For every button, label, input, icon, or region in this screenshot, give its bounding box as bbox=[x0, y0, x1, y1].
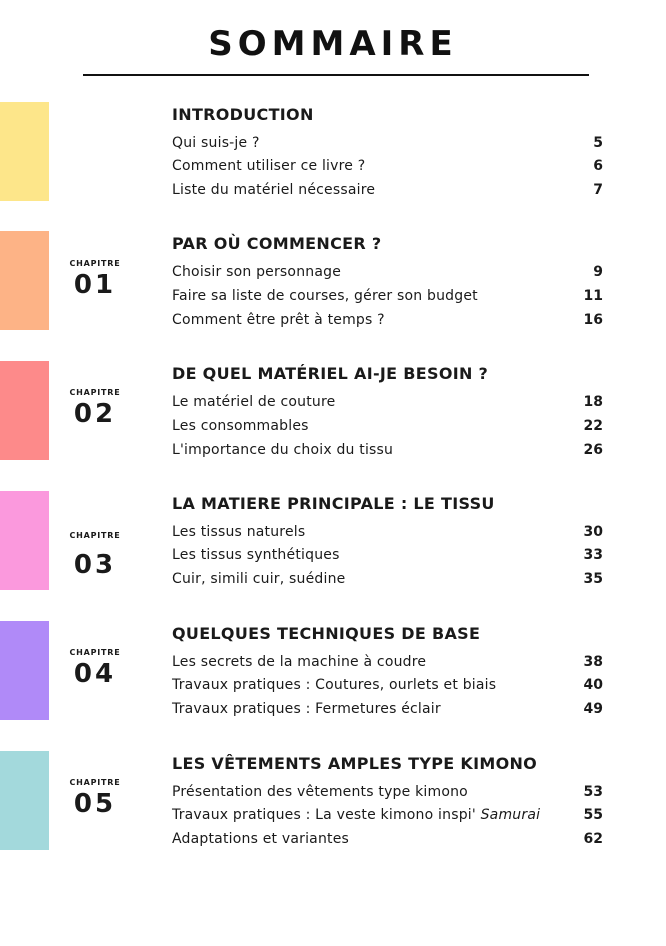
toc-entry[interactable] bbox=[172, 831, 603, 853]
toc-entry[interactable] bbox=[172, 135, 603, 157]
entry-page-number: 9 bbox=[593, 264, 603, 280]
chapter-number: 02 bbox=[73, 399, 117, 429]
chapter-number: 01 bbox=[73, 270, 117, 300]
section-heading[interactable]: DE QUEL MATÉRIEL AI-JE BESOIN ? bbox=[172, 364, 489, 383]
entry-title: Choisir son personnage bbox=[172, 264, 342, 280]
entry-page-number: 7 bbox=[593, 182, 603, 198]
chapter-label: CHAPITRE bbox=[69, 388, 121, 397]
section-color-bar bbox=[0, 361, 49, 460]
title-divider bbox=[83, 74, 589, 76]
toc-entry[interactable] bbox=[172, 158, 603, 180]
chapter-label: CHAPITRE bbox=[69, 259, 121, 268]
toc-entry[interactable] bbox=[172, 701, 603, 723]
toc-entry[interactable] bbox=[172, 571, 603, 593]
entry-title: Les secrets de la machine à coudre bbox=[172, 654, 427, 670]
section-heading[interactable]: QUELQUES TECHNIQUES DE BASE bbox=[172, 624, 481, 643]
entry-page-number: 35 bbox=[583, 571, 603, 587]
section-heading[interactable]: INTRODUCTION bbox=[172, 105, 314, 124]
entry-page-number: 53 bbox=[583, 784, 603, 800]
entry-title: L'importance du choix du tissu bbox=[172, 442, 394, 458]
toc-entry[interactable] bbox=[172, 524, 603, 546]
toc-entry[interactable] bbox=[172, 807, 603, 829]
toc-entry[interactable] bbox=[172, 547, 603, 569]
entry-title: Comment être prêt à temps ? bbox=[172, 312, 385, 328]
entry-title: Liste du matériel nécessaire bbox=[172, 182, 376, 198]
section-heading[interactable]: PAR OÙ COMMENCER ? bbox=[172, 234, 382, 253]
entry-title: Les consommables bbox=[172, 418, 309, 434]
entry-title: Travaux pratiques : La veste kimono inspi' Samurai bbox=[172, 807, 541, 823]
entry-page-number: 62 bbox=[583, 831, 603, 847]
entry-page-number: 22 bbox=[583, 418, 603, 434]
toc-entry[interactable] bbox=[172, 264, 603, 286]
entry-page-number: 16 bbox=[583, 312, 603, 328]
entry-title: Comment utiliser ce livre ? bbox=[172, 158, 366, 174]
toc-section-chapter-02 bbox=[0, 361, 666, 461]
toc-entry[interactable] bbox=[172, 288, 603, 310]
toc-entry[interactable] bbox=[172, 442, 603, 464]
section-color-bar bbox=[0, 621, 49, 720]
entry-page-number: 38 bbox=[583, 654, 603, 670]
toc-entry[interactable] bbox=[172, 394, 603, 416]
toc-entry[interactable] bbox=[172, 418, 603, 440]
entry-page-number: 18 bbox=[583, 394, 603, 410]
toc-entry[interactable] bbox=[172, 312, 603, 334]
entry-title: Présentation des vêtements type kimono bbox=[172, 784, 468, 800]
entry-page-number: 55 bbox=[583, 807, 603, 823]
entry-title: Qui suis-je ? bbox=[172, 135, 260, 151]
entry-title: Travaux pratiques : Fermetures éclair bbox=[172, 701, 441, 717]
toc-entry[interactable] bbox=[172, 654, 603, 676]
chapter-label: CHAPITRE bbox=[69, 778, 121, 787]
toc-section-chapter-03 bbox=[0, 491, 666, 591]
toc-section-chapter-01 bbox=[0, 231, 666, 331]
entry-page-number: 6 bbox=[593, 158, 603, 174]
chapter-number: 03 bbox=[73, 550, 117, 580]
toc-entry[interactable] bbox=[172, 784, 603, 806]
entry-title: Adaptations et variantes bbox=[172, 831, 350, 847]
chapter-number: 05 bbox=[73, 789, 117, 819]
toc-entry[interactable] bbox=[172, 677, 603, 699]
entry-title: Le matériel de couture bbox=[172, 394, 336, 410]
entry-page-number: 5 bbox=[593, 135, 603, 151]
toc-section-chapter-05 bbox=[0, 751, 666, 851]
entry-page-number: 26 bbox=[583, 442, 603, 458]
entry-page-number: 30 bbox=[583, 524, 603, 540]
chapter-label: CHAPITRE bbox=[69, 648, 121, 657]
entry-title: Cuir, simili cuir, suédine bbox=[172, 571, 346, 587]
chapter-label: CHAPITRE bbox=[69, 531, 121, 540]
section-color-bar bbox=[0, 102, 49, 201]
entry-page-number: 11 bbox=[583, 288, 603, 304]
toc-entry[interactable] bbox=[172, 182, 603, 204]
section-color-bar bbox=[0, 231, 49, 330]
entry-title: Travaux pratiques : Coutures, ourlets et biais bbox=[172, 677, 497, 693]
entry-page-number: 49 bbox=[583, 701, 603, 717]
entry-page-number: 40 bbox=[583, 677, 603, 693]
toc-section-chapter-04 bbox=[0, 621, 666, 721]
section-color-bar bbox=[0, 491, 49, 590]
page-title: SOMMAIRE bbox=[208, 24, 458, 64]
section-color-bar bbox=[0, 751, 49, 850]
entry-title: Les tissus synthétiques bbox=[172, 547, 340, 563]
entry-page-number: 33 bbox=[583, 547, 603, 563]
entry-title: Les tissus naturels bbox=[172, 524, 306, 540]
section-heading[interactable]: LES VÊTEMENTS AMPLES TYPE KIMONO bbox=[172, 754, 538, 773]
toc-section-introduction bbox=[0, 102, 666, 202]
section-heading[interactable]: LA MATIERE PRINCIPALE : LE TISSU bbox=[172, 494, 495, 513]
chapter-number: 04 bbox=[73, 659, 117, 689]
entry-title: Faire sa liste de courses, gérer son budget bbox=[172, 288, 478, 304]
